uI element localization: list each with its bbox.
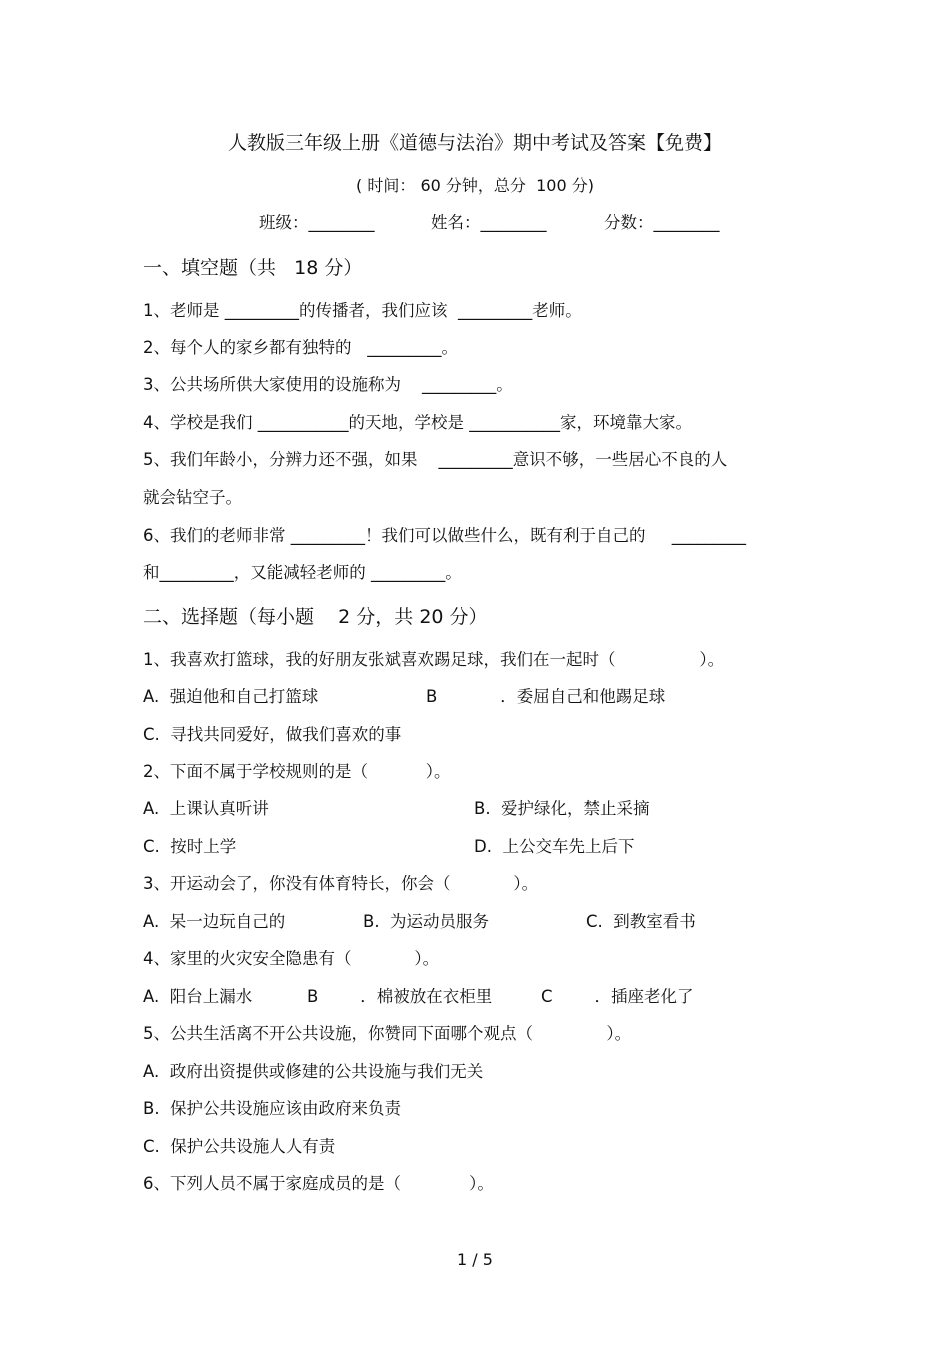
choice-5-option-c: C. 保护公共设施人人有责 [143, 1137, 336, 1156]
choice-2-option-b: B. 爱护绿化，禁止采摘 [474, 799, 650, 818]
choice-question-1: 1、我喜欢打篮球，我的好朋友张斌喜欢踢足球，我们在一起时（ ）。 [143, 650, 725, 669]
choice-question-6: 6、下列人员不属于家庭成员的是（ ）。 [143, 1174, 494, 1193]
fill-question-4: 4、学校是我们 ___________的天地，学校是 ___________家，环境靠大家。 [143, 413, 692, 432]
fill-question-6-line-2: 和_________，又能减轻老师的 _________。 [143, 563, 462, 582]
page-number: 1 / 5 [457, 1250, 493, 1269]
fill-question-1: 1、老师是 _________的传播者，我们应该 _________老师。 [143, 301, 582, 320]
choice-2-option-a: A. 上课认真听讲 [143, 799, 269, 818]
fill-question-6-line-1: 6、我们的老师非常 _________！我们可以做些什么，既有利于自己的 _________ [143, 526, 746, 545]
fill-question-2: 2、每个人的家乡都有独特的 _________。 [143, 338, 458, 357]
choice-3-option-c: C. 到教室看书 [586, 912, 696, 931]
choice-3-option-a: A. 呆一边玩自己的 [143, 912, 286, 931]
fill-question-5-line-2: 就会钻空子。 [143, 488, 242, 507]
class-field: 班级：________ [259, 213, 375, 232]
choice-2-option-d: D. 上公交车先上后下 [474, 837, 635, 856]
choice-4-option-b: B ．棉被放在衣柜里 [307, 987, 493, 1006]
choice-5-option-a: A. 政府出资提供或修建的公共设施与我们无关 [143, 1062, 484, 1081]
choice-5-option-b: B. 保护公共设施应该由政府来负责 [143, 1099, 402, 1118]
choice-4-option-c: C ．插座老化了 [541, 987, 694, 1006]
choice-4-option-a: A. 阳台上漏水 [143, 987, 253, 1006]
name-field: 姓名：________ [431, 213, 547, 232]
choice-question-3: 3、开运动会了，你没有体育特长，你会（ ）。 [143, 874, 539, 893]
page-title: 人教版三年级上册《道德与法治》期中考试及答案【免费】 [227, 132, 722, 154]
choice-1-option-b: B ．委屈自己和他踢足球 [426, 687, 666, 706]
fill-question-3: 3、公共场所供大家使用的设施称为 _________。 [143, 375, 513, 394]
choice-question-2: 2、下面不属于学校规则的是（ ）。 [143, 762, 451, 781]
choice-3-option-b: B. 为运动员服务 [363, 912, 490, 931]
time-and-score: ( 时间： 60 分钟，总分 100 分) [356, 176, 594, 195]
choice-question-4: 4、家里的火灾安全隐患有（ ）。 [143, 949, 440, 968]
choice-2-option-c: C. 按时上学 [143, 837, 237, 856]
choice-1-option-a: A. 强迫他和自己打篮球 [143, 687, 319, 706]
choice-1-option-c: C. 寻找共同爱好，做我们喜欢的事 [143, 725, 402, 744]
score-field: 分数：________ [604, 213, 720, 232]
section-choice-heading: 二、选择题（每小题 2 分，共 20 分） [143, 606, 488, 628]
choice-question-5: 5、公共生活离不开公共设施，你赞同下面哪个观点（ ）。 [143, 1024, 632, 1043]
fill-question-5-line-1: 5、我们年龄小，分辨力还不强，如果 _________意识不够，一些居心不良的人 [143, 450, 728, 469]
section-fill-in-heading: 一、填空题（共 18 分） [143, 257, 363, 279]
